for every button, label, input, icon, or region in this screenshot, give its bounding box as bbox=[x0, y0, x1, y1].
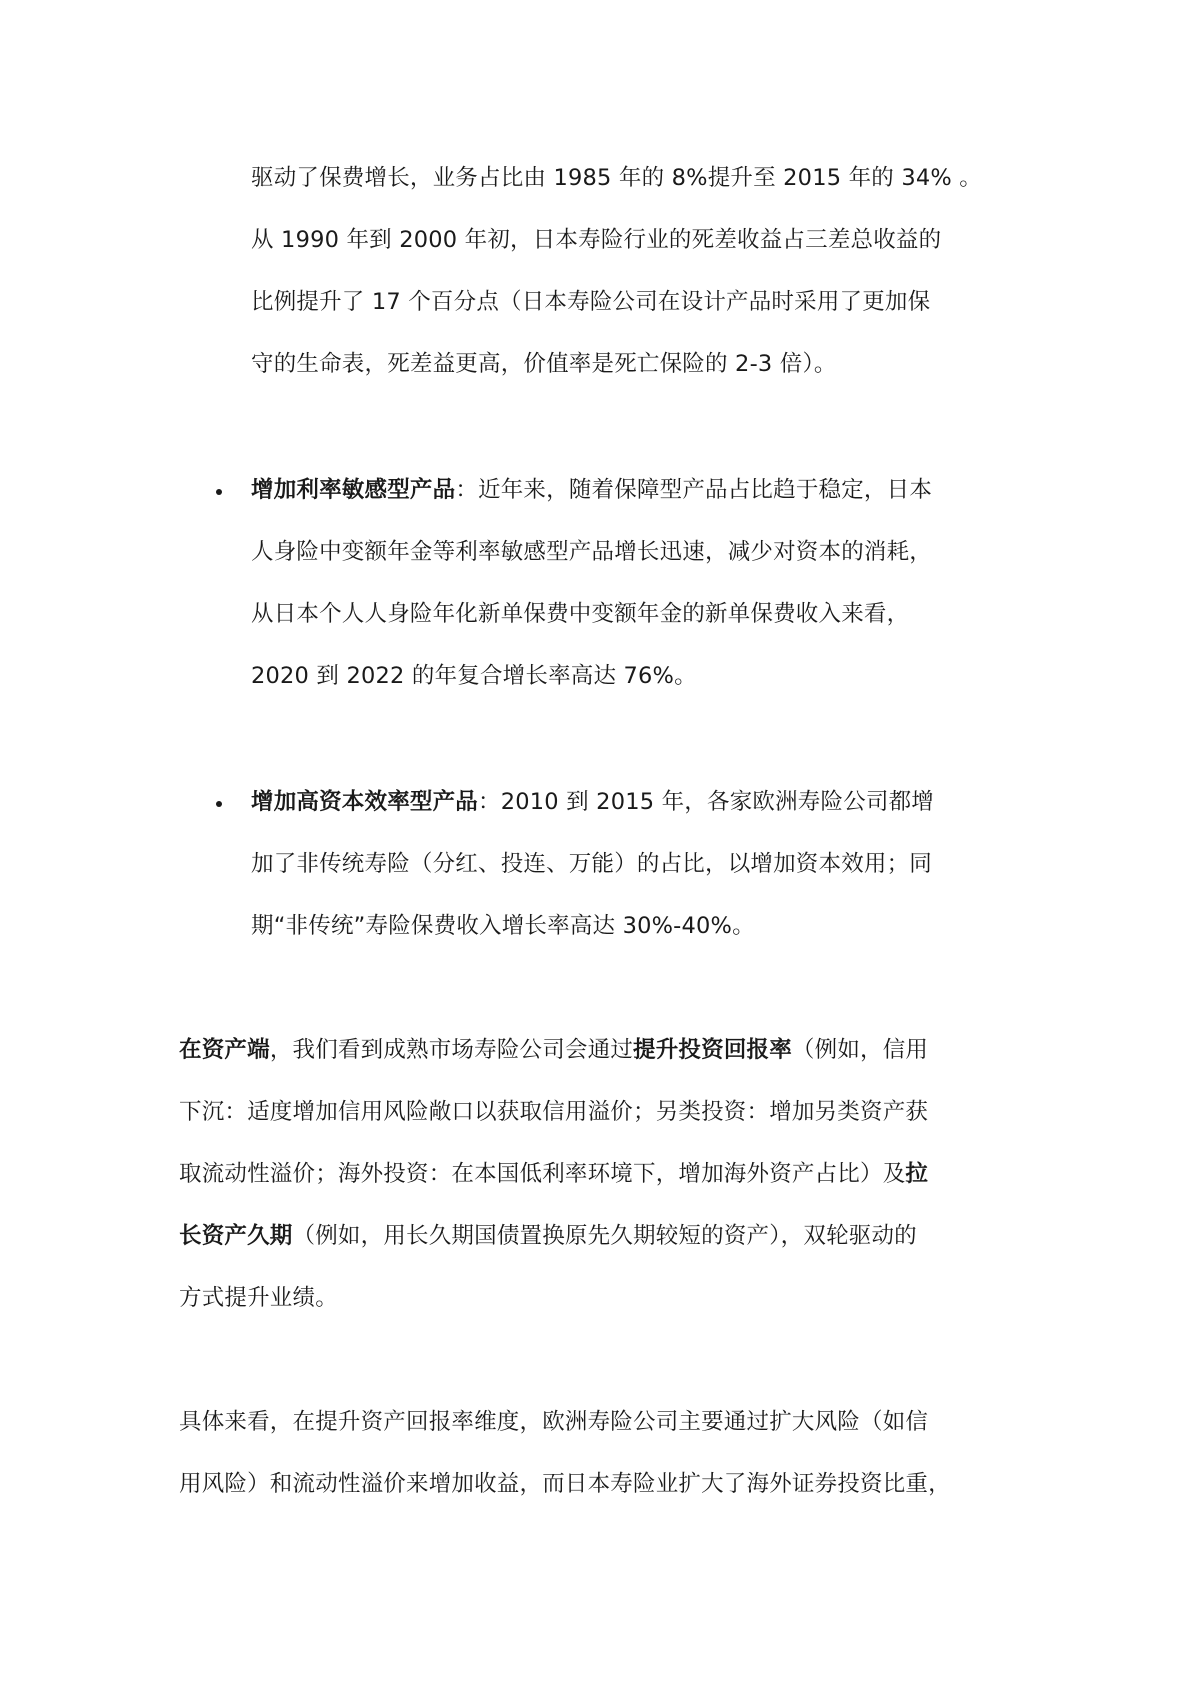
bullet-line: 2020 到 2022 的年复合增长率高达 76%。 bbox=[251, 663, 697, 689]
paragraph-line: 驱动了保费增长，业务占比由 1985 年的 8%提升至 2015 年的 34% 。 bbox=[251, 165, 982, 191]
bullet-text: ：2010 到 2015 年，各家欧洲寿险公司都增 bbox=[478, 789, 934, 815]
bold-term: 在资产端 bbox=[179, 1037, 270, 1063]
paragraph-text: 取流动性溢价；海外投资：在本国低利率环境下，增加海外资产占比）及 bbox=[179, 1161, 906, 1187]
paragraph-text: （例如，信用 bbox=[791, 1037, 929, 1063]
paragraph-line bbox=[179, 1221, 917, 1251]
bullet-item-first-line bbox=[251, 475, 932, 505]
paragraph-text: ，我们看到成熟市场寿险公司会通过 bbox=[269, 1037, 634, 1063]
paragraph-line: 比例提升了 17 个百分点（日本寿险公司在设计产品时采用了更加保 bbox=[251, 289, 931, 315]
bullet-item-first-line bbox=[251, 787, 934, 817]
bullet-line: 加了非传统寿险（分红、投连、万能）的占比，以增加资本效用；同 bbox=[251, 851, 933, 877]
bold-term: 提升投资回报率 bbox=[633, 1037, 792, 1063]
paragraph-line bbox=[179, 1159, 928, 1189]
bullet-heading: 增加高资本效率型产品 bbox=[251, 789, 479, 815]
bullet-line: 从日本个人人身险年化新单保费中变额年金的新单保费收入来看， bbox=[251, 601, 910, 627]
bullet-line: 人身险中变额年金等利率敏感型产品增长迅速，减少对资本的消耗， bbox=[251, 539, 933, 565]
bullet-text: ：近年来，随着保障型产品占比趋于稳定，日本 bbox=[455, 477, 933, 503]
paragraph-line: 方式提升业绩。 bbox=[179, 1285, 338, 1311]
paragraph-line: 从 1990 年到 2000 年初，日本寿险行业的死差收益占三差总收益的 bbox=[251, 227, 942, 253]
bullet-dot-icon bbox=[216, 489, 222, 495]
paragraph-line: 下沉：适度增加信用风险敞口以获取信用溢价；另类投资：增加另类资产获 bbox=[179, 1099, 929, 1125]
paragraph-text: （例如，用长久期国债置换原先久期较短的资产），双轮驱动的 bbox=[292, 1223, 917, 1249]
paragraph-line: 守的生命表，死差益更高，价值率是死亡保险的 2-3 倍）。 bbox=[251, 351, 837, 377]
bullet-line: 期“非传统”寿险保费收入增长率高达 30%-40%。 bbox=[251, 913, 755, 939]
bold-term: 长资产久期 bbox=[179, 1223, 293, 1249]
bullet-heading: 增加利率敏感型产品 bbox=[251, 477, 456, 503]
paragraph-line bbox=[179, 1035, 928, 1065]
bold-term: 拉 bbox=[905, 1161, 929, 1187]
paragraph-line: 用风险）和流动性溢价来增加收益，而日本寿险业扩大了海外证券投资比重， bbox=[179, 1471, 951, 1497]
bullet-dot-icon bbox=[216, 801, 222, 807]
paragraph-line: 具体来看，在提升资产回报率维度，欧洲寿险公司主要通过扩大风险（如信 bbox=[179, 1409, 929, 1435]
